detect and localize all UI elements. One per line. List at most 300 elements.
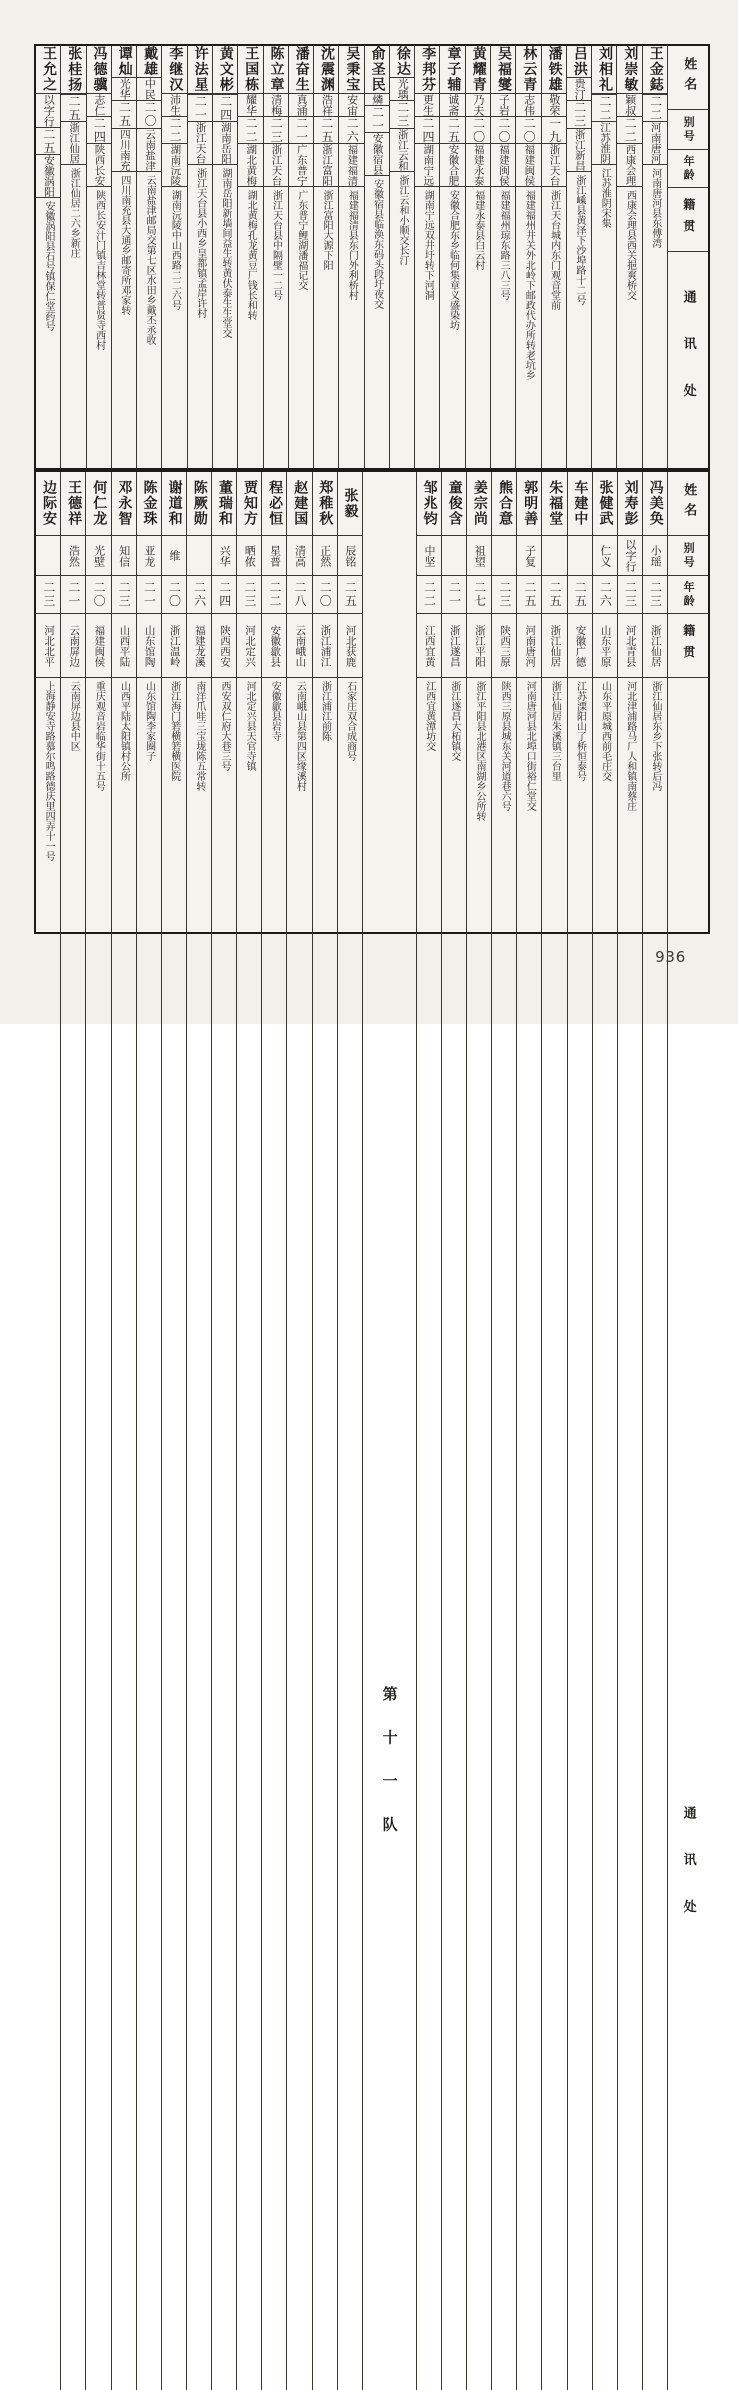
person-age: 二五 — [548, 581, 563, 608]
person-name: 许法星 — [192, 46, 209, 94]
person-age: 二〇 — [92, 581, 107, 608]
person-native-place: 广东普宁 — [295, 144, 308, 187]
person-address: 安徽歙县岩寺 — [269, 681, 281, 741]
person-column — [264, 46, 289, 468]
person-name-cell — [36, 472, 60, 536]
person-native-place: 湖南沅陵 — [169, 144, 182, 187]
person-name-cell — [390, 46, 414, 78]
person-age-cell — [313, 576, 337, 614]
person-name: 郑稚秋 — [317, 479, 334, 528]
person-name: 陈立章 — [268, 46, 285, 94]
person-age-cell — [567, 101, 591, 128]
person-name-cell — [492, 472, 516, 536]
person-alias-cell — [61, 536, 85, 576]
person-native-place-cell — [314, 144, 338, 187]
person-age: 二〇 — [496, 117, 511, 144]
person-age: 二〇 — [167, 581, 182, 608]
person-name-cell — [593, 472, 617, 536]
person-age: 二〇 — [522, 117, 537, 144]
person-age: 二六 — [345, 117, 360, 144]
person-column — [36, 472, 61, 2390]
person-alias: 燐 — [370, 94, 384, 106]
person-age-cell — [516, 117, 540, 144]
person-alias: 志仁 — [92, 94, 106, 117]
header-name-label: 姓名 — [681, 483, 697, 524]
person-alias-cell — [314, 94, 338, 117]
person-name: 朱福堂 — [547, 479, 564, 528]
person-native-place: 安徽歙县 — [269, 624, 282, 667]
person-alias-cell — [313, 536, 337, 576]
person-address: 湖南宁远双井圩转下河洞 — [422, 190, 434, 301]
person-native-place-cell — [442, 614, 466, 678]
person-address: 河北津浦路马厂人和镇南蔡庄 — [624, 681, 636, 811]
person-name: 谭灿 — [116, 46, 133, 78]
person-address: 浙江仙居东乡下张转后冯 — [649, 681, 661, 791]
person-alias-cell — [137, 78, 161, 101]
person-native-place-cell — [417, 614, 441, 678]
person-name: 童俊含 — [446, 479, 463, 528]
person-native-place-cell — [365, 133, 389, 176]
person-name-cell — [643, 472, 667, 536]
person-alias: 浩祥 — [320, 94, 334, 117]
person-native-place: 云南峨山 — [294, 624, 307, 667]
person-age: 二六 — [598, 581, 613, 608]
person-name: 姜宗尚 — [471, 479, 488, 528]
person-address: 四川南充县大通乡邮寄所邓家转 — [118, 174, 130, 315]
person-native-place: 安徽广德 — [574, 624, 587, 667]
header-name-label: 姓名 — [681, 57, 697, 98]
person-name: 刘崇敏 — [622, 46, 639, 94]
person-age-cell — [137, 576, 161, 614]
person-alias-cell — [262, 536, 286, 576]
person-native-place: 浙江新昌 — [573, 128, 586, 171]
header-cell-alias — [668, 110, 708, 150]
person-name-cell — [365, 46, 389, 94]
person-name: 张毅 — [342, 487, 359, 520]
person-alias: 光瑀 — [396, 78, 410, 101]
person-address: 浙江仙居二六乡新庄 — [68, 168, 80, 259]
person-address-cell — [338, 678, 362, 2390]
person-native-place-cell — [86, 614, 110, 678]
person-name: 徐达 — [394, 46, 411, 78]
person-age-cell — [188, 95, 212, 122]
person-alias: 光华 — [118, 78, 132, 101]
person-address-cell — [492, 678, 516, 2390]
person-name-cell — [188, 46, 212, 94]
person-alias: 仁义 — [598, 544, 612, 567]
person-name: 李继汉 — [167, 46, 184, 94]
person-alias-cell — [492, 536, 516, 576]
person-age: 二五 — [41, 128, 56, 155]
person-alias-cell — [338, 536, 362, 576]
person-name: 王金鋕 — [647, 46, 664, 94]
upper-column-headers — [668, 46, 708, 468]
person-native-place-cell — [517, 614, 541, 678]
person-column — [390, 46, 415, 468]
person-native-place: 河南唐河 — [649, 122, 662, 165]
person-age: 二二 — [244, 117, 259, 144]
person-native-place: 浙江浦江 — [319, 624, 332, 667]
person-name-cell — [289, 46, 313, 94]
person-name-cell — [339, 46, 363, 94]
person-name: 车建中 — [572, 479, 589, 528]
person-native-place-cell — [264, 144, 288, 187]
person-age: 二〇 — [318, 581, 333, 608]
header-cell-age — [668, 576, 708, 614]
person-name: 张桂扬 — [66, 46, 83, 94]
person-address: 河南唐河县东傅湾 — [649, 168, 661, 249]
person-alias-cell — [466, 94, 490, 117]
person-age: 二一 — [447, 581, 462, 608]
person-native-place: 浙江仙居 — [68, 122, 81, 165]
person-column — [516, 46, 541, 468]
person-age: 二一 — [142, 581, 157, 608]
person-native-place-cell — [567, 129, 591, 172]
person-name: 潘铁雄 — [546, 46, 563, 94]
person-name: 吴秉宝 — [344, 46, 361, 94]
person-column — [162, 46, 187, 468]
person-name: 刘相礼 — [597, 46, 614, 94]
person-column — [339, 46, 364, 468]
person-native-place: 浙江仙居 — [549, 624, 562, 667]
person-native-place: 福建福清 — [346, 144, 359, 187]
person-address: 浙江浦江前陈 — [319, 681, 331, 741]
person-native-place-cell — [212, 614, 236, 678]
person-native-place: 福建闽侯 — [93, 624, 106, 667]
person-alias: 晒侬 — [243, 544, 257, 567]
person-native-place-cell — [542, 614, 566, 678]
person-age-cell — [112, 101, 136, 128]
person-alias: 子岩 — [497, 94, 511, 117]
person-native-place: 湖南岳阳 — [219, 122, 232, 165]
person-alias-cell — [162, 536, 186, 576]
person-address: 浙江云和小顺交长汀 — [396, 174, 408, 265]
person-alias: 贵汀 — [573, 78, 587, 101]
person-age-cell — [61, 95, 85, 122]
person-alias: 中坚 — [422, 544, 436, 567]
person-address: 浙江富阳大源下阳 — [321, 190, 333, 271]
person-name: 贾知方 — [242, 479, 259, 528]
person-age-cell — [417, 576, 441, 614]
person-alias: 子复 — [523, 544, 537, 567]
person-alias: 真涌 — [295, 94, 309, 117]
person-age: 二三 — [497, 581, 512, 608]
person-age-cell — [289, 117, 313, 144]
person-name-cell — [542, 46, 566, 94]
person-name: 王国栋 — [243, 46, 260, 94]
person-column — [213, 46, 238, 468]
person-native-place: 福建闽侯 — [498, 144, 511, 187]
person-column — [338, 472, 363, 2390]
person-alias-cell — [618, 536, 642, 576]
person-native-place-cell — [592, 122, 616, 165]
person-native-place-cell — [188, 122, 212, 165]
person-address-cell — [137, 678, 161, 2390]
person-age-cell — [492, 576, 516, 614]
person-address: 石家庄双合成商号 — [344, 681, 356, 761]
header-cell-address — [668, 252, 708, 468]
person-column — [36, 46, 61, 468]
person-address-cell — [568, 678, 592, 2390]
roster-table-lower — [36, 472, 708, 2390]
person-name-cell — [137, 46, 161, 78]
person-native-place: 河南唐河 — [524, 624, 537, 667]
person-native-place-cell — [440, 144, 464, 187]
person-address-cell — [442, 678, 466, 2390]
person-name: 王允之 — [40, 46, 57, 94]
person-name-cell — [516, 46, 540, 94]
person-name-cell — [415, 46, 439, 94]
person-alias-cell — [264, 94, 288, 117]
person-native-place: 河北获鹿 — [344, 624, 357, 667]
person-name-cell — [162, 46, 186, 94]
person-native-place-cell — [237, 614, 261, 678]
person-address: 云南峨山县第四区缘溪村 — [294, 681, 306, 791]
person-age: 二二 — [168, 117, 183, 144]
person-name: 熊合意 — [497, 479, 514, 528]
header-alias-label: 别号 — [682, 541, 696, 570]
person-address: 浙江遂昌大柘镇交 — [448, 681, 460, 761]
person-age: 二四 — [421, 117, 436, 144]
person-address-cell — [542, 678, 566, 2390]
person-name: 章子辅 — [445, 46, 462, 94]
person-alias-cell — [137, 536, 161, 576]
person-alias-cell — [617, 94, 641, 117]
person-age-cell — [237, 576, 261, 614]
person-alias-cell — [212, 536, 236, 576]
person-name-cell — [187, 472, 211, 536]
person-alias: 维 — [167, 550, 181, 561]
person-alias-cell — [415, 94, 439, 117]
person-age: 二六 — [192, 581, 207, 608]
person-column — [617, 46, 642, 468]
header-cell-name — [668, 46, 708, 110]
person-age-cell — [643, 95, 667, 122]
person-address-cell — [237, 678, 261, 2390]
person-name-cell — [36, 46, 60, 94]
person-name-cell — [87, 46, 111, 94]
person-address: 陕西长安汁门镇吉林堂转普贤寺西村 — [93, 190, 105, 351]
person-alias-cell — [516, 94, 540, 117]
person-native-place-cell — [61, 614, 85, 678]
person-address: 浙江嵊县黄泽下沙埠路十二号 — [573, 174, 585, 305]
person-age-cell — [86, 576, 110, 614]
person-alias: 诚斋 — [446, 94, 460, 117]
person-address: 福建福清县东门外利桥村 — [346, 190, 358, 301]
person-native-place: 河北青县 — [624, 624, 637, 667]
person-address-cell — [417, 678, 441, 2390]
person-age-cell — [415, 117, 439, 144]
person-address: 陕西三原县城东关河道巷六号 — [499, 681, 511, 811]
person-name-cell — [442, 472, 466, 536]
person-native-place-cell — [415, 144, 439, 187]
person-age-cell — [287, 576, 311, 614]
person-name: 邹兆钧 — [421, 479, 438, 528]
person-native-place-cell — [112, 614, 136, 678]
person-age: 二一 — [193, 95, 208, 122]
person-native-place: 云南屏边 — [68, 624, 81, 667]
person-name-cell — [617, 46, 641, 94]
person-age: 二五 — [523, 581, 538, 608]
person-alias-cell — [287, 536, 311, 576]
person-native-place-cell — [568, 614, 592, 678]
person-alias-cell — [237, 536, 261, 576]
person-alias: 颖叔 — [623, 94, 637, 117]
person-age: 二五 — [67, 95, 82, 122]
person-native-place: 浙江天台 — [194, 122, 207, 165]
person-address-cell — [86, 678, 110, 2390]
person-name: 赵建国 — [292, 479, 309, 528]
person-address-cell — [287, 678, 311, 2390]
person-age-cell — [542, 117, 566, 144]
person-column — [442, 472, 467, 2390]
person-name: 刘寿彭 — [622, 479, 639, 528]
person-address: 安徽合肥东乡临何集章义盛染坊 — [447, 190, 459, 331]
person-native-place: 浙江富阳 — [321, 144, 334, 187]
person-address-cell — [313, 678, 337, 2390]
person-name: 王德祥 — [66, 479, 83, 528]
person-age: 二七 — [472, 581, 487, 608]
person-native-place-cell — [466, 144, 490, 187]
person-native-place-cell — [162, 144, 186, 187]
person-column — [593, 472, 618, 2390]
person-age-cell — [213, 95, 237, 122]
person-name: 黄文彬 — [217, 46, 234, 94]
person-address-cell — [162, 678, 186, 2390]
person-age: 二一 — [294, 117, 309, 144]
person-name-cell — [212, 472, 236, 536]
person-name-cell — [162, 472, 186, 536]
person-age: 二三 — [242, 581, 257, 608]
person-age-cell — [643, 576, 667, 614]
person-alias-cell — [112, 78, 136, 101]
person-name-cell — [567, 46, 591, 78]
person-name-cell — [61, 472, 85, 536]
person-age: 二二 — [598, 95, 613, 122]
person-native-place-cell — [36, 614, 60, 678]
person-age: 二三 — [269, 117, 284, 144]
person-name-cell — [417, 472, 441, 536]
person-alias: 小瑶 — [649, 544, 663, 567]
person-native-place-cell — [492, 614, 516, 678]
person-name: 黄耀青 — [470, 46, 487, 94]
person-column — [440, 46, 465, 468]
person-age-cell — [212, 576, 236, 614]
person-address: 浙江平阳县北港区南湖乡公所转 — [473, 681, 485, 821]
person-native-place-cell — [643, 614, 667, 678]
person-address-cell — [112, 678, 136, 2390]
person-native-place-cell — [187, 614, 211, 678]
person-alias-cell — [86, 536, 110, 576]
person-column — [618, 472, 643, 2390]
person-name: 谢道和 — [166, 479, 183, 528]
person-address: 江苏溧阳山了桥恒泰号 — [574, 681, 586, 781]
person-column — [61, 472, 86, 2390]
person-name-cell — [262, 472, 286, 536]
person-native-place: 福建闽侯 — [523, 144, 536, 187]
header-alias-label: 别号 — [682, 115, 696, 144]
person-age-cell — [137, 101, 161, 128]
person-address: 浙江天台县小西乡皇都镇孟岸许村 — [194, 168, 206, 319]
person-age-cell — [162, 117, 186, 144]
person-native-place: 陕西三原 — [499, 624, 512, 667]
person-age-cell — [491, 117, 515, 144]
person-age: 二五 — [117, 101, 132, 128]
person-column — [87, 46, 112, 468]
person-age-cell — [339, 117, 363, 144]
person-age-cell — [338, 576, 362, 614]
person-age-cell — [442, 576, 466, 614]
person-address: 湖南沅陵中山西路二二六号 — [169, 190, 181, 311]
person-age-cell — [162, 576, 186, 614]
person-name-cell — [643, 46, 667, 94]
person-alias-cell — [440, 94, 464, 117]
person-age: 二三 — [117, 581, 132, 608]
person-alias-cell — [442, 536, 466, 576]
roster-table-upper — [36, 46, 708, 470]
person-column — [542, 472, 567, 2390]
person-address: 浙江仙居朱溪镇三台里 — [549, 681, 561, 781]
person-age-cell — [262, 576, 286, 614]
person-native-place: 云南盐津 — [144, 128, 157, 171]
person-native-place-cell — [516, 144, 540, 187]
person-alias: 更生 — [421, 94, 435, 117]
person-native-place: 山西平陆 — [118, 624, 131, 667]
person-name: 张健武 — [597, 479, 614, 528]
person-address: 福建福州琼东路三八三号 — [498, 190, 510, 301]
person-column — [137, 46, 162, 468]
person-column — [61, 46, 86, 468]
person-native-place: 西康会理 — [624, 144, 637, 187]
person-native-place: 浙江云和 — [396, 128, 409, 171]
person-age-cell — [36, 576, 60, 614]
person-name: 冯德骥 — [91, 46, 108, 94]
person-alias-cell — [289, 94, 313, 117]
person-alias-cell — [542, 94, 566, 117]
person-native-place: 浙江天台 — [548, 144, 561, 187]
person-name: 陈厥勋 — [191, 479, 208, 528]
person-age: 二三 — [623, 581, 638, 608]
person-name-cell — [517, 472, 541, 536]
person-native-place-cell — [137, 129, 161, 172]
person-native-place-cell — [36, 155, 60, 198]
person-age: 二四 — [92, 117, 107, 144]
person-age-cell — [592, 95, 616, 122]
person-alias-cell — [187, 536, 211, 576]
person-alias-cell — [87, 94, 111, 117]
person-native-place-cell — [542, 144, 566, 187]
person-address-cell — [517, 678, 541, 2390]
person-column — [568, 472, 593, 2390]
person-address-cell — [467, 678, 491, 2390]
squad-divider-column — [363, 472, 417, 2390]
person-address: 云南盐津邮局交第七区水田乡戴丕丞收 — [144, 174, 156, 345]
person-age: 二五 — [319, 117, 334, 144]
person-alias: 沛生 — [168, 94, 182, 117]
person-address: 安徽涡阳县石号镇保仁堂药号 — [43, 201, 54, 332]
person-native-place-cell — [87, 144, 111, 187]
person-address: 江苏淮阴宋集 — [599, 168, 611, 229]
person-alias: 清高 — [293, 544, 307, 567]
person-column — [643, 472, 668, 2390]
person-age-cell — [112, 576, 136, 614]
person-native-place: 福建龙溪 — [193, 624, 206, 667]
person-age-cell — [568, 576, 592, 614]
person-age: 二五 — [343, 581, 358, 608]
header-native-label: 籍贯 — [681, 197, 696, 242]
person-address-cell — [618, 678, 642, 2390]
person-name-cell — [338, 472, 362, 536]
